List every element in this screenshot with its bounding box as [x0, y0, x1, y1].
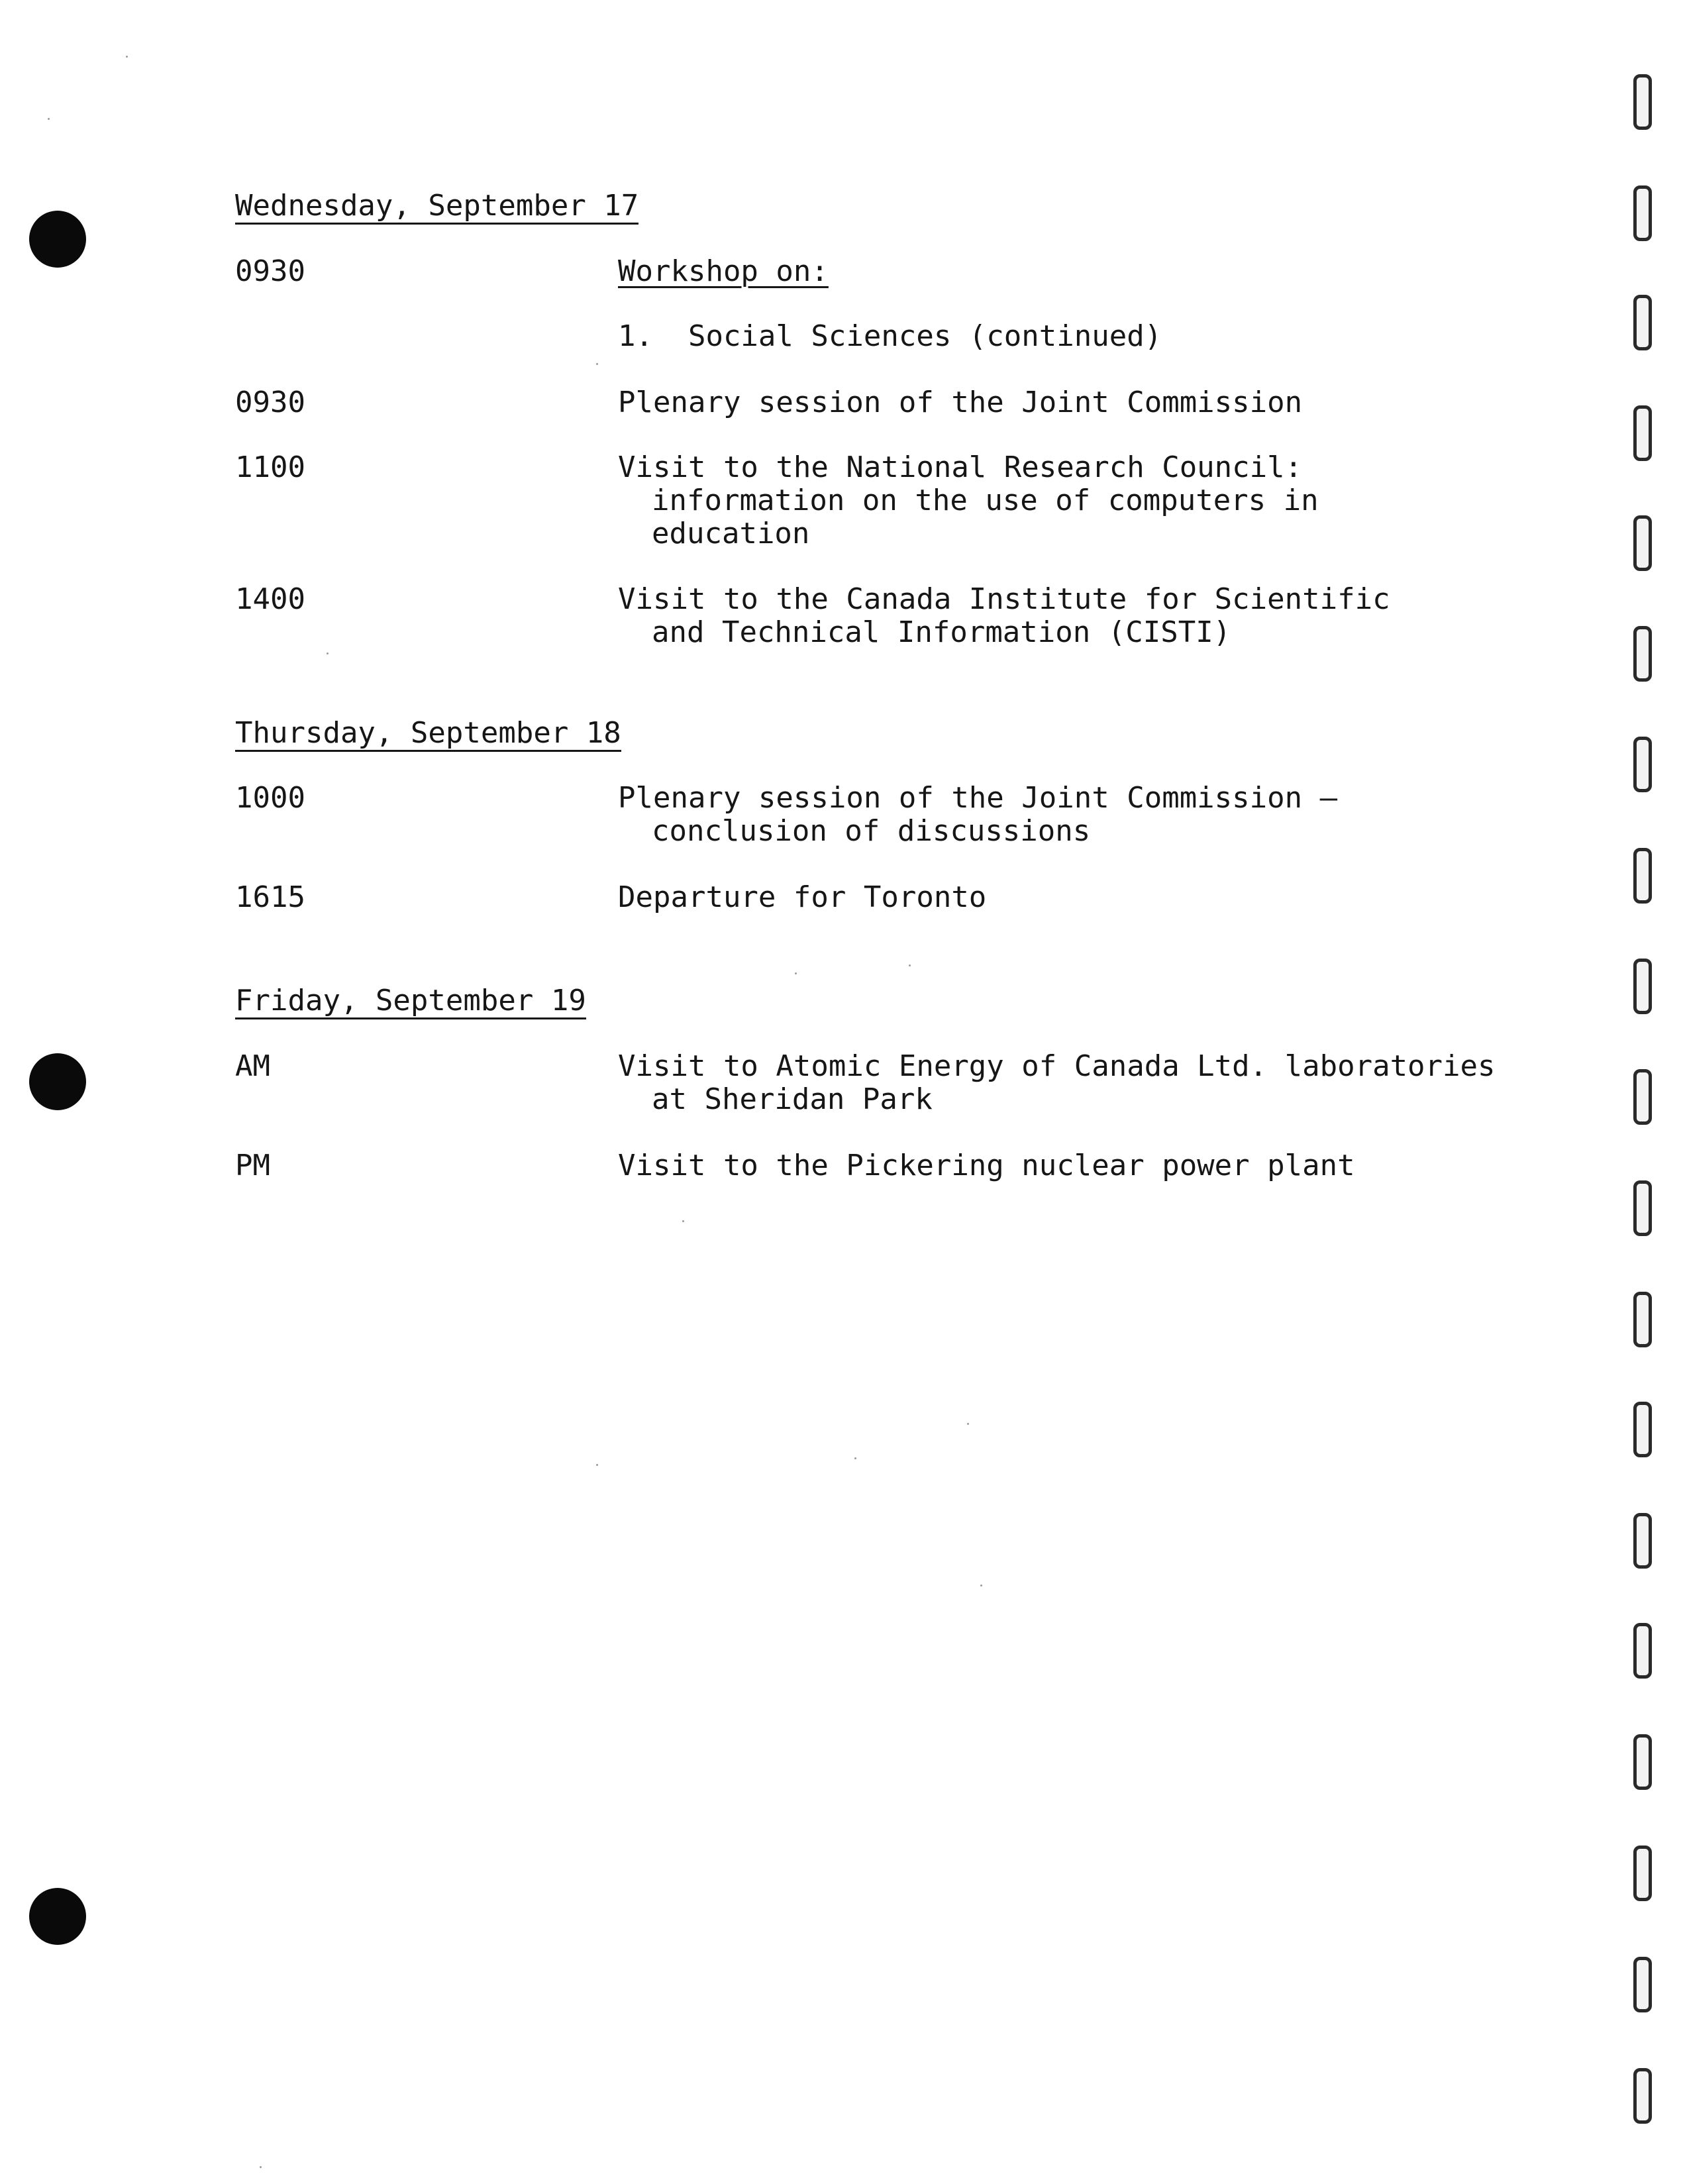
binding-slot [1633, 1513, 1652, 1569]
entry-line: Visit to the Pickering nuclear power plant [618, 1149, 1355, 1182]
binding-slot [1633, 1623, 1652, 1679]
entry-description [618, 386, 1479, 419]
entry-time: 1100 [235, 450, 305, 484]
entry-line: Visit to the National Research Council: [618, 450, 1303, 484]
binding-slot [1633, 2068, 1652, 2124]
entry-time: PM [235, 1149, 270, 1182]
binding-slot [1633, 848, 1652, 904]
entry-description [618, 255, 1479, 288]
day-heading-friday: Friday, September 19 [235, 984, 586, 1019]
entry-line: Plenary session of the Joint Commission – [618, 781, 1338, 815]
entry-time: 1000 [235, 781, 305, 815]
binding-slot [1633, 1957, 1652, 2012]
binding-slot [1633, 405, 1652, 461]
scan-speck [795, 972, 797, 974]
binding-slot [1633, 1069, 1652, 1125]
binding-slot [1633, 1846, 1652, 1901]
binding-slot [1633, 1402, 1652, 1457]
entry-description [618, 1149, 1479, 1182]
entry-time: 0930 [235, 386, 305, 419]
workshop-item: 1. Social Sciences (continued) [618, 319, 1162, 353]
scan-speck [854, 1457, 856, 1459]
entry-description [618, 320, 1479, 353]
entry-description [618, 881, 1479, 914]
entry-line: Visit to the Canada Institute for Scientific [618, 582, 1390, 616]
binding-slot [1633, 737, 1652, 792]
day-heading-thursday: Thursday, September 18 [235, 717, 621, 752]
entry-line: at Sheridan Park [652, 1082, 933, 1116]
scan-speck [126, 56, 128, 58]
entry-line: Departure for Toronto [618, 880, 987, 914]
entry-time: 1615 [235, 880, 305, 914]
binding-slot [1633, 1180, 1652, 1236]
scan-speck [48, 118, 50, 120]
entry-line: and Technical Information (CISTI) [652, 615, 1231, 649]
binding-slot [1633, 1292, 1652, 1347]
scan-speck [596, 363, 598, 365]
entry-line: conclusion of discussions [652, 814, 1091, 848]
scan-speck [260, 2166, 262, 2168]
entry-line: information on the use of computers in [652, 484, 1319, 517]
binding-slot [1633, 74, 1652, 130]
workshop-heading: Workshop on: [618, 254, 829, 288]
scan-speck [967, 1423, 969, 1425]
entry-time: 1400 [235, 582, 305, 616]
entry-line: Visit to Atomic Energy of Canada Ltd. laboratories [618, 1049, 1496, 1083]
binding-slot [1633, 626, 1652, 682]
entry-time: 0930 [235, 254, 305, 288]
punch-hole [29, 211, 86, 268]
punch-hole [29, 1053, 86, 1110]
binding-slot [1633, 185, 1652, 241]
scan-speck [596, 1464, 598, 1466]
entry-line: education [652, 517, 810, 550]
entry-description [618, 782, 1479, 848]
scan-speck [909, 964, 911, 966]
punch-hole [29, 1888, 86, 1945]
binding-slot [1633, 1734, 1652, 1790]
binding-slot [1633, 959, 1652, 1014]
binding-slot [1633, 295, 1652, 350]
entry-description [618, 451, 1479, 550]
scan-speck [327, 652, 329, 654]
day-heading-wednesday: Wednesday, September 17 [235, 189, 638, 225]
scan-speck [980, 1585, 982, 1586]
entry-line: Plenary session of the Joint Commission [618, 386, 1303, 419]
scan-speck [682, 1220, 684, 1222]
binding-slot [1633, 515, 1652, 571]
entry-time: AM [235, 1049, 270, 1083]
entry-description [618, 583, 1479, 649]
entry-description [618, 1049, 1496, 1116]
